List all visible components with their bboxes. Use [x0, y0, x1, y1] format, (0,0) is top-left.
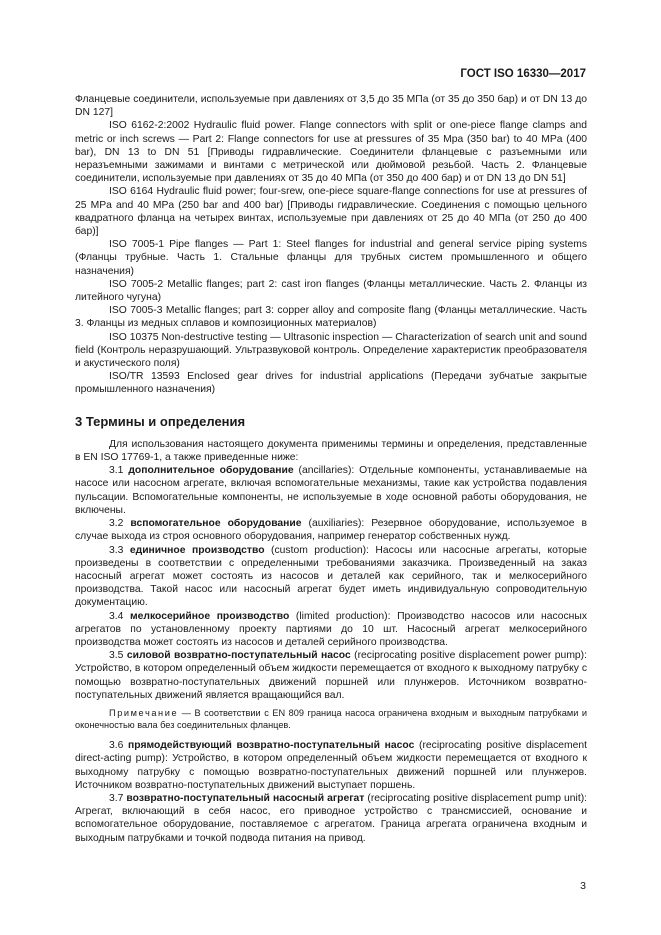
term-definition [75, 649, 587, 702]
term-name: мелкосерийное производство [130, 610, 290, 622]
section-heading: 3 Термины и определения [75, 413, 246, 429]
reference-item: ISO 7005-1 Pipe flanges — Part 1: Steel flanges for industrial and general service piping systems (Фланцы трубные. Часть 1. Стальные фланцы для трубных систем промышленного и общего назначения) [75, 239, 587, 277]
term-text: (reciprocating positive displacement power pump): Устройство, в котором определенный объем жидкости перемещается от входного к выходному патрубку с помощью возвратно-поступательных движений поршней или плунжеров. Источником возвратно-поступательных движений является вращающийся вал. [75, 650, 588, 701]
term-name: вспомогательное оборудование [130, 518, 302, 530]
term-text: (ancillaries): Отдельные компоненты, устанавливаемые на насосе или насосном агрегате, включая вспомогательные механизмы, такие как устройства подавления пульсации. Вспомогательные компоненты, не используемые в ходе основной работы оборудования, не включены. [75, 465, 588, 516]
term-number: 3.2 [109, 518, 124, 530]
term-number: 3.1 [109, 465, 124, 477]
term-name: единичное производство [129, 544, 265, 556]
reference-item: ISO 10375 Non-destructive testing — Ultrasonic inspection — Characterization of search unit and sound field (Контроль неразрушающий. Ультразвуковой контроль. Определение характеристик преобразователя и акустического поля) [75, 331, 587, 370]
term-definition [75, 464, 587, 517]
reference-item: ISO/TR 13593 Enclosed gear drives for industrial applications (Передачи зубчатые закрытые промышленного назначения) [75, 371, 587, 396]
document-code-header: ГОСТ ISO 16330—2017 [460, 68, 586, 80]
term-definition [75, 610, 587, 650]
term-number: 3.6 [109, 740, 124, 752]
term-text: (auxiliaries): Резервное оборудование, используемое в случае выхода из строя основного оборудования, например генератор собственных нужд. [75, 518, 587, 543]
note-text: — В соответствии с EN 809 граница насоса ограничена входным и выходным патрубками и оконечностью вала без соединительных фланцев. [75, 707, 587, 730]
term-name: возвратно-поступательный насосный агрегат [126, 792, 365, 804]
term-text: (custom production): Насосы или насосные агрегаты, которые произведены в соответствии с определенными требованиями заказчика. Произведенный на заказ насосный агрегат может состоять из насосов и деталей как серийного, так и мелкосерийного производства. Такой насос или насосный агрегат будет иметь индивидуальную сопроводительную документацию. [75, 544, 587, 609]
term-number: 3.4 [109, 610, 124, 622]
term-text: (limited production): Производство насосов или насосных агрегатов по установленному проекту партиями до 10 шт. Насосный агрегат мелкосерийного производства может состоять из насосов и деталей серийного производства. [75, 610, 588, 648]
note-label: Примечание [109, 707, 179, 718]
term-name: силовой возвратно-поступательный насос [126, 650, 351, 662]
term-name: прямодействующий возвратно-поступательный насос [128, 740, 415, 752]
section-intro: Для использования настоящего документа применимы термины и определения, представленные в EN ISO 17769-1, а также приведенные ниже: [75, 438, 587, 464]
reference-item: ISO 6162-2:2002 Hydraulic fluid power. Flange connectors with split or one-piece flange clamps and metric or inch screws — Part 2: Flange connectors for use at pressures of 35 Mpa (350 bar) to 40 MPa (400 bar), DN 13 to DN 51 [Приводы гидравлические. Соединители фланцевые с разъемными или неразъемными зажимами и винтами с метрической или дюймовой резьбой. Часть 2. Фланцевые соединители, используемые при давлениях от 35 до 40 МПа (от 350 до 400 бар) и от DN 13 до DN 51] [75, 120, 587, 185]
page-content [75, 93, 587, 845]
reference-item: ISO 7005-2 Metallic flanges; part 2: cast iron flanges (Фланцы металлические. Часть 2. Фланцы из литейного чугуна) [75, 278, 587, 304]
reference-continuation: Фланцевые соединители, используемые при давлениях от 3,5 до 35 МПа (от 35 до 350 бар) и от DN 13 до DN 127] [75, 94, 587, 119]
term-definition [75, 517, 587, 543]
term-number: 3.3 [109, 544, 124, 556]
term-definition [75, 792, 587, 845]
reference-item: ISO 7005-3 Metallic flanges; part 3: copper alloy and composite flang (Фланцы металлические. Часть 3. Фланцы из медных сплавов и композиционных материалов) [75, 305, 587, 330]
term-text: (reciprocating positive displacement direct-acting pump): Устройство, в котором определенный объем жидкости перемещается от входного к выходному патрубку с помощью возвратно-поступательных движений поршней или плунжеров. Источником возвратно-поступательных движений выступает поршень. [75, 740, 587, 791]
term-number: 3.5 [109, 650, 124, 662]
page-number: 3 [580, 880, 586, 892]
term-definition [75, 544, 587, 610]
term-definition [75, 739, 587, 792]
term-number: 3.7 [109, 792, 124, 804]
term-text: (reciprocating positive displacement pump unit): Агрегат, включающий в себя насос, его приводное устройство с трансмиссией, основание и вспомогательное оборудование, поставляемое с агрегатом. Граница агрегата ограничена входным и выходным патрубками и точкой подвода питания на привод. [75, 792, 588, 844]
note [75, 708, 587, 731]
term-name: дополнительное оборудование [128, 465, 294, 477]
reference-item: ISO 6164 Hydraulic fluid power; four-srew, one-piece square-flange connections for use at pressures of 25 MPa and 40 MPa (250 bar and 400 bar) [Приводы гидравлические. Соединения с помощью цельного квадратного фланца на четырех винтах, используемые при давлениях от 25 до 40 МПа (от 250 до 400 бар)] [75, 186, 587, 238]
